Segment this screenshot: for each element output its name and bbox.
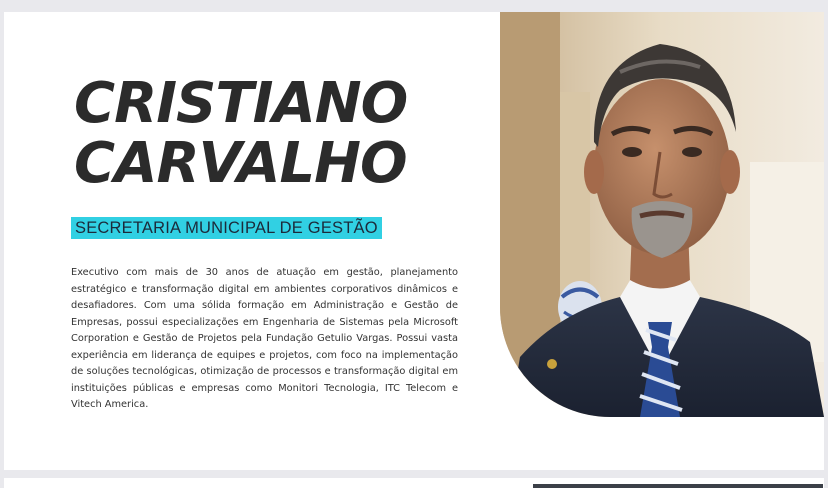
- next-card-image-edge: [533, 484, 823, 488]
- department-label: SECRETARIA MUNICIPAL DE GESTÃO: [71, 217, 382, 239]
- profile-photo: [500, 12, 824, 417]
- profile-name: [74, 71, 408, 196]
- profile-card: [4, 12, 824, 470]
- profile-bio: Executivo com mais de 30 anos de atuação em gestão, planejamento estratégico e transformação digital em ambientes corporativos dinâmicos e desafiadores. Com uma sólida formação em Administração e Gestão de Empresas, possui especializações em Engenharia de Sistemas pela Microsoft Corporation e Gestão de Projetos pela Fundação Getulio Vargas. Possui vasta experiência em liderança de equipes e projetos, com foco na implementação de soluções tecnológicas, otimização de processos e transformação digital em instituições públicas e empresas como Monitori Tecnologia, ITC Telecom e Vitech America.: [71, 267, 458, 410]
- last-name: CARVALHO: [74, 131, 407, 196]
- first-name: CRISTIANO: [74, 71, 408, 136]
